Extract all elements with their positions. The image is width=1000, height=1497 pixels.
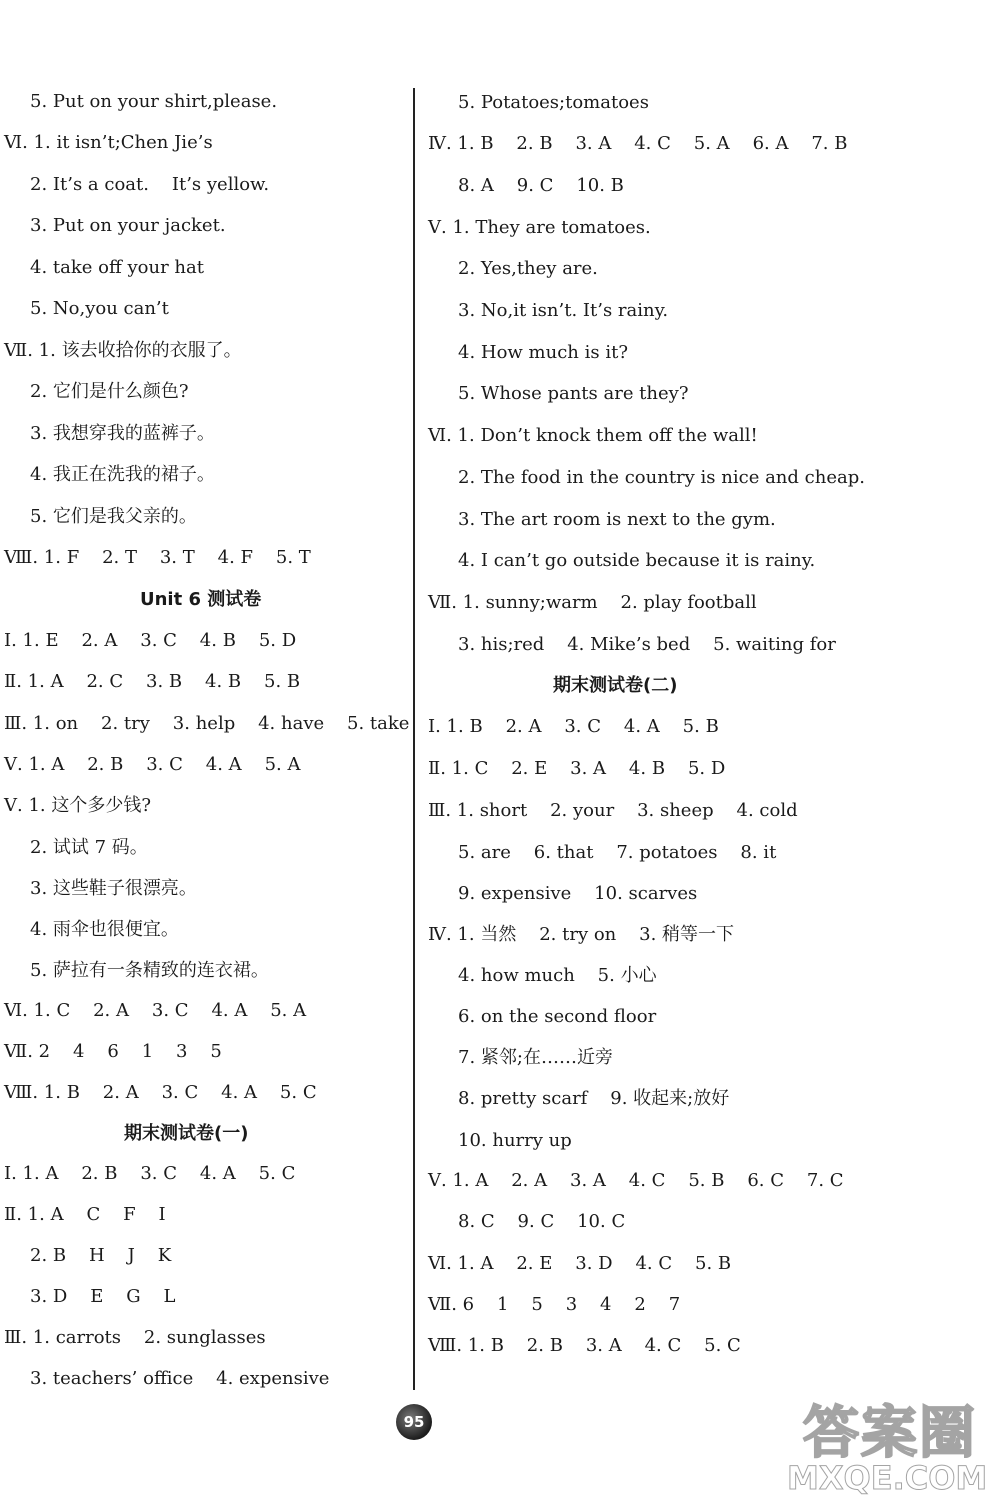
answer-line: 4. I can’t go outside because it is rainy.	[458, 550, 816, 571]
answer-line: 5. 它们是我父亲的。	[30, 506, 197, 527]
answer-line: 3. The art room is next to the gym.	[458, 509, 776, 530]
answer-line: 5. Put on your shirt,please.	[30, 91, 278, 112]
column-divider	[413, 88, 415, 1390]
answer-line: 8. pretty scarf 9. 收起来;放好	[458, 1088, 730, 1109]
answer-line: 3. Put on your jacket.	[30, 215, 226, 236]
section-line: Ⅴ. 1. 这个多少钱?	[4, 795, 151, 816]
answer-line: 2. 它们是什么颜色?	[30, 381, 189, 402]
answer-line: 4. take off your hat	[30, 257, 204, 278]
section-line: Ⅶ. 2 4 6 1 3 5	[4, 1041, 222, 1062]
section-line: Ⅰ. 1. B 2. A 3. C 4. A 5. B	[428, 716, 719, 737]
section-line: Ⅳ. 1. 当然 2. try on 3. 稍等一下	[428, 924, 735, 945]
answer-line: 8. A 9. C 10. B	[458, 175, 624, 196]
answer-line: 4. 雨伞也很便宜。	[30, 919, 179, 940]
section-line: Ⅲ. 1. on 2. try 3. help 4. have 5. take	[4, 713, 410, 734]
answer-line: 4. How much is it?	[458, 342, 628, 363]
section-line: Ⅷ. 1. B 2. A 3. C 4. A 5. C	[4, 1082, 317, 1103]
page-number-badge: 95	[396, 1404, 432, 1440]
answer-line: 2. 试试 7 码。	[30, 837, 148, 858]
section-line: Ⅰ. 1. A 2. B 3. C 4. A 5. C	[4, 1163, 296, 1184]
answer-line: 3. his;red 4. Mike’s bed 5. waiting for	[458, 634, 836, 655]
section-line: Ⅶ. 1. 该去收拾你的衣服了。	[4, 340, 242, 361]
answer-line: 5. 萨拉有一条精致的连衣裙。	[30, 960, 269, 981]
section-line: Ⅴ. 1. A 2. B 3. C 4. A 5. A	[4, 754, 301, 775]
answer-line: 5. Potatoes;tomatoes	[458, 92, 649, 113]
section-line: Ⅳ. 1. B 2. B 3. A 4. C 5. A 6. A 7. B	[428, 133, 848, 154]
answer-line: 2. It’s a coat. It’s yellow.	[30, 174, 270, 195]
answer-line: 3. 我想穿我的蓝裤子。	[30, 423, 215, 444]
answer-line: 8. C 9. C 10. C	[458, 1211, 626, 1232]
answer-line: 2. Yes,they are.	[458, 258, 598, 279]
answer-line: 10. hurry up	[458, 1130, 572, 1151]
answer-line: 5. are 6. that 7. potatoes 8. it	[458, 842, 777, 863]
section-line: Ⅲ. 1. carrots 2. sunglasses	[4, 1327, 266, 1348]
watermark	[775, 1385, 1000, 1497]
answer-line: 5. No,you can’t	[30, 298, 169, 319]
answer-line: 4. 我正在洗我的裙子。	[30, 464, 215, 485]
section-heading: 期末测试卷(二)	[553, 675, 678, 696]
section-line: Ⅰ. 1. E 2. A 3. C 4. B 5. D	[4, 630, 297, 651]
answer-line: 7. 紧邻;在……近旁	[458, 1047, 613, 1068]
answer-line: 4. how much 5. 小心	[458, 965, 657, 986]
section-line: Ⅷ. 1. B 2. B 3. A 4. C 5. C	[428, 1335, 741, 1356]
section-line: Ⅵ. 1. C 2. A 3. C 4. A 5. A	[4, 1000, 307, 1021]
section-line: Ⅶ. 6 1 5 3 4 2 7	[428, 1294, 681, 1315]
answer-line: 2. B H J K	[30, 1245, 172, 1266]
watermark-logo-text: 答案圈	[803, 1401, 977, 1466]
answer-line: 2. The food in the country is nice and cheap.	[458, 467, 865, 488]
answer-line: 5. Whose pants are they?	[458, 383, 689, 404]
section-line: Ⅱ. 1. C 2. E 3. A 4. B 5. D	[428, 758, 726, 779]
answer-line: 3. teachers’ office 4. expensive	[30, 1368, 330, 1389]
section-line: Ⅷ. 1. F 2. T 3. T 4. F 5. T	[4, 547, 311, 568]
section-line: Ⅱ. 1. A C F I	[4, 1204, 166, 1225]
answer-line: 9. expensive 10. scarves	[458, 883, 698, 904]
section-line: Ⅵ. 1. A 2. E 3. D 4. C 5. B	[428, 1253, 732, 1274]
answer-line: 3. D E G L	[30, 1286, 176, 1307]
answer-line: 3. 这些鞋子很漂亮。	[30, 878, 197, 899]
section-line: Ⅴ. 1. A 2. A 3. A 4. C 5. B 6. C 7. C	[428, 1170, 844, 1191]
section-line: Ⅶ. 1. sunny;warm 2. play football	[428, 592, 757, 613]
answer-line: 3. No,it isn’t. It’s rainy.	[458, 300, 669, 321]
answer-line: 6. on the second floor	[458, 1006, 657, 1027]
section-line: Ⅲ. 1. short 2. your 3. sheep 4. cold	[428, 800, 798, 821]
section-line: Ⅵ. 1. Don’t knock them off the wall!	[428, 425, 758, 446]
section-line: Ⅱ. 1. A 2. C 3. B 4. B 5. B	[4, 671, 301, 692]
section-heading: Unit 6 测试卷	[140, 589, 262, 610]
section-line: Ⅴ. 1. They are tomatoes.	[428, 217, 651, 238]
section-heading: 期末测试卷(一)	[124, 1123, 249, 1144]
watermark-url-text: MXQE.COM	[787, 1459, 988, 1497]
section-line: Ⅵ. 1. it isn’t;Chen Jie’s	[4, 132, 213, 153]
